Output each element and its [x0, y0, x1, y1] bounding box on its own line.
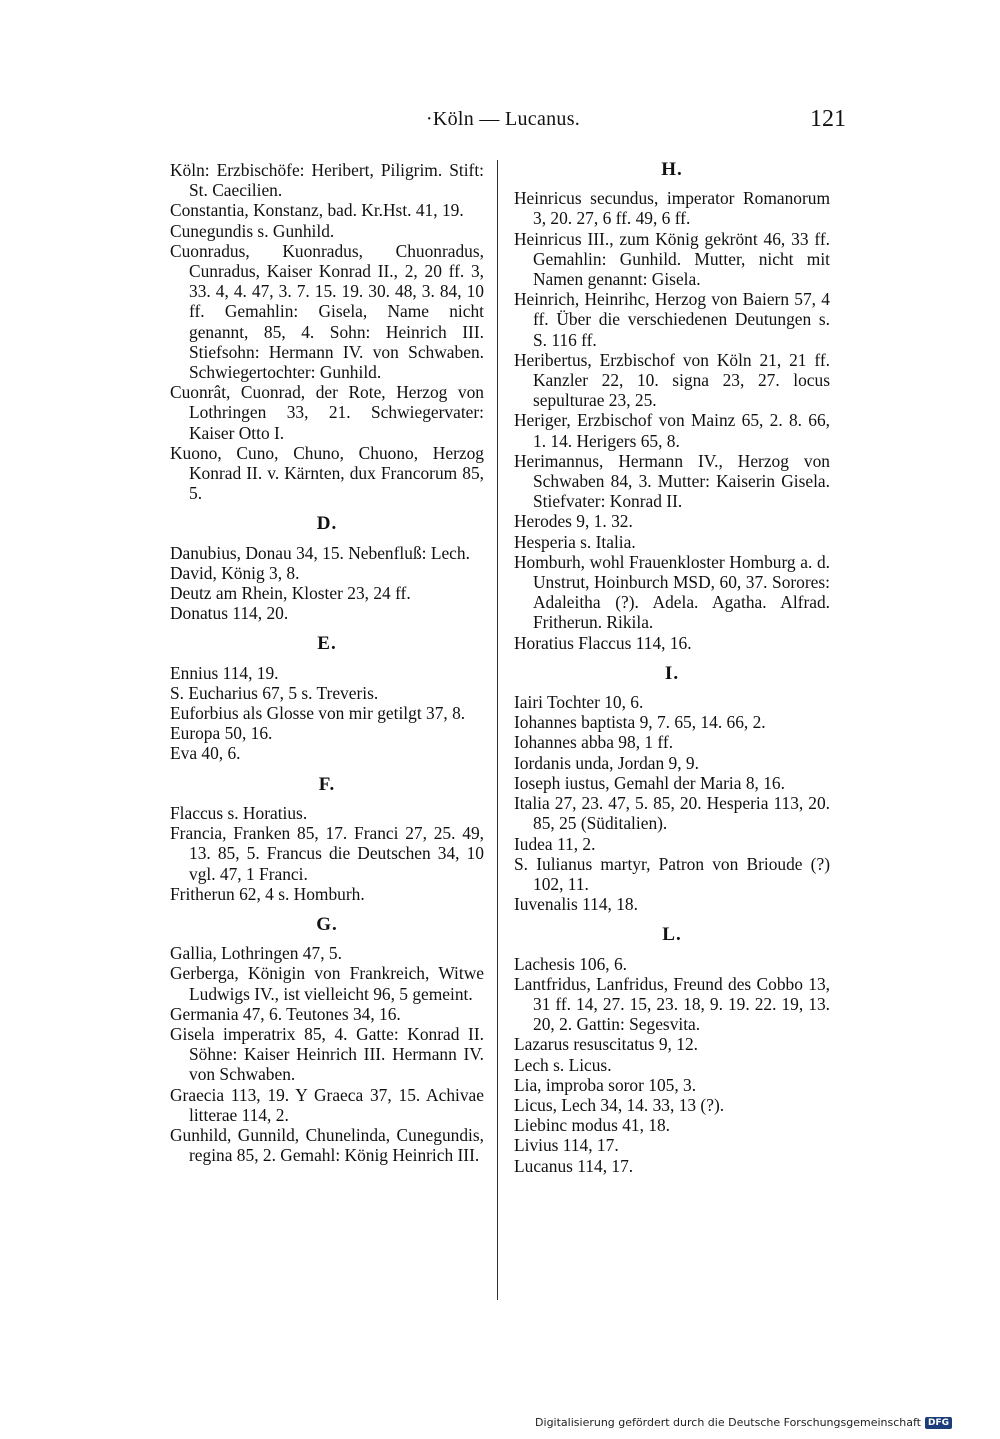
funding-note [535, 1416, 952, 1429]
index-entry: Homburh, wohl Frauenkloster Homburg a. d. Unstrut, Hoinburch MSD, 60, 37. Sorores: Adaleitha (?). Adela. Agatha. Alfrad. Fritherun. Rikila. [514, 551, 830, 633]
index-entry: Europa 50, 16. [170, 723, 273, 744]
section-letter: L. [662, 924, 682, 946]
index-column-right [514, 160, 830, 1176]
index-entry: Ioseph iustus, Gemahl der Maria 8, 16. [514, 772, 785, 793]
index-entry: Herodes 9, 1. 32. [514, 511, 633, 532]
dfg-logo: DFG [925, 1417, 952, 1429]
index-entry: Horatius Flaccus 114, 16. [514, 632, 692, 653]
index-entry: Ennius 114, 19. [170, 662, 279, 683]
index-entry: Licus, Lech 34, 14. 33, 13 (?). [514, 1094, 725, 1115]
column-divider [497, 160, 498, 1300]
index-entry: Iordanis unda, Jordan 9, 9. [514, 752, 699, 773]
index-entry: Heinrich, Heinrihc, Herzog von Baiern 57, 4 ff. Über die verschiedenen Deutungen s. S. 116 ff. [514, 289, 830, 350]
index-entry: Euforbius als Glosse von mir getilgt 37, 8. [170, 703, 466, 724]
section-letter: F. [318, 773, 336, 795]
index-entry: S. Eucharius 67, 5 s. Treveris. [170, 682, 379, 703]
section-letter: I. [664, 662, 680, 684]
index-entry: David, König 3, 8. [170, 562, 300, 583]
index-entry: Lech s. Licus. [514, 1054, 612, 1075]
section-letter: G. [316, 913, 338, 935]
index-entry: Germania 47, 6. Teutones 34, 16. [170, 1003, 401, 1024]
index-entry: Lucanus 114, 17. [514, 1155, 634, 1176]
section-letter: D. [316, 513, 338, 535]
index-entry: Lachesis 106, 6. [514, 953, 628, 974]
index-entry: Francia, Franken 85, 17. Franci 27, 25. 49, 13. 85, 5. Francus die Deutschen 34, 10 vgl. 47, 1 Franci. [170, 823, 484, 884]
index-entry: Deutz am Rhein, Kloster 23, 24 ff. [170, 583, 411, 604]
index-entry: Italia 27, 23. 47, 5. 85, 20. Hesperia 113, 20. 85, 25 (Süditalien). [514, 793, 830, 834]
index-entry: Donatus 114, 20. [170, 603, 289, 624]
index-entry: Iohannes abba 98, 1 ff. [514, 732, 674, 753]
page-number: 121 [810, 106, 846, 132]
index-entry: Heribertus, Erzbischof von Köln 21, 21 ff. Kanzler 22, 10. signa 23, 27. locus sepulturae 23, 25. [514, 349, 830, 411]
index-entry: Constantia, Konstanz, bad. Kr.Hst. 41, 19. [170, 200, 464, 221]
index-entry: Danubius, Donau 34, 15. Nebenfluß: Lech. [170, 542, 470, 563]
index-entry: Hesperia s. Italia. [514, 531, 636, 552]
index-entry: Lia, improba soror 105, 3. [514, 1074, 697, 1095]
index-entry: Iairi Tochter 10, 6. [514, 692, 644, 713]
index-entry: Graecia 113, 19. Y Graeca 37, 15. Achivae litterae 114, 2. [170, 1084, 484, 1125]
index-entry: Lantfridus, Lanfridus, Freund des Cobbo 13, 31 ff. 14, 27. 15, 23. 18, 9. 19. 22. 19, 13. 20, 2. Gattin: Segesvita. [514, 973, 830, 1035]
running-title: ·Köln — Lucanus. [425, 108, 581, 130]
funding-note-text: Digitalisierung gefördert durch die Deutsche Forschungsgemeinschaft [535, 1416, 921, 1429]
index-entry: Heinricus secundus, imperator Romanorum 3, 20. 27, 6 ff. 49, 6 ff. [514, 188, 830, 229]
index-entry: Iuvenalis 114, 18. [514, 894, 638, 915]
section-letter: H. [661, 159, 683, 180]
index-entry: Lazarus resuscitatus 9, 12. [514, 1034, 698, 1055]
page-header [160, 108, 846, 138]
index-entry: Heinricus III., zum König gekrönt 46, 33 ff. Gemahlin: Gunhild. Mutter, nicht mit Namen genannt: Gisela. [514, 228, 830, 290]
index-entry: Kuono, Cuno, Chuno, Chuono, Herzog Konrad II. v. Kärnten, dux Francorum 85, 5. [170, 442, 484, 504]
index-entry: Gunhild, Gunnild, Chunelinda, Cunegundis, regina 85, 2. Gemahl: König Heinrich III. [170, 1124, 484, 1166]
index-entry: Herimannus, Hermann IV., Herzog von Schwaben 84, 3. Mutter: Kaiserin Gisela. Stiefvater: Konrad II. [514, 450, 830, 512]
index-entry: Iudea 11, 2. [514, 833, 596, 854]
section-letter: E. [317, 633, 337, 655]
index-entry: S. Iulianus martyr, Patron von Brioude (?) 102, 11. [514, 853, 830, 894]
index-entry: Cuonrât, Cuonrad, der Rote, Herzog von Lothringen 33, 21. Schwiegervater: Kaiser Otto I. [170, 382, 484, 443]
index-entry: Flaccus s. Horatius. [170, 802, 308, 823]
index-entry: Fritherun 62, 4 s. Homburh. [170, 883, 365, 904]
index-column-left [170, 160, 484, 1165]
index-entry: Gisela imperatrix 85, 4. Gatte: Konrad II. Söhne: Kaiser Heinrich III. Hermann IV. von Schwaben. [170, 1023, 484, 1085]
index-entry: Iohannes baptista 9, 7. 65, 14. 66, 2. [514, 712, 766, 733]
index-entry: Livius 114, 17. [514, 1135, 619, 1156]
index-entry: Liebinc modus 41, 18. [514, 1115, 671, 1136]
index-entry: Eva 40, 6. [170, 743, 241, 764]
index-entry: Gerberga, Königin von Frankreich, Witwe Ludwigs IV., ist vielleicht 96, 5 gemeint. [170, 963, 484, 1004]
index-entry: Köln: Erzbischöfe: Heribert, Piligrim. Stift: St. Caecilien. [170, 160, 484, 201]
index-entry: Cunegundis s. Gunhild. [170, 220, 335, 241]
index-entry: Gallia, Lothringen 47, 5. [170, 943, 342, 964]
index-entry: Heriger, Erzbischof von Mainz 65, 2. 8. 66, 1. 14. Herigers 65, 8. [514, 410, 830, 451]
index-entry: Cuonradus, Kuonradus, Chuonradus, Cunradus, Kaiser Konrad II., 2, 20 ff. 3, 33. 4, 4. 47, 3. 7. 15. 19. 30. 48, 3. 84, 10 ff. Gemahlin: Gisela, Name nicht genannt, 85, 4. Sohn: Heinrich III. Stiefsohn: Hermann IV. von Schwaben. Schwiegertochter: Gunhild. [170, 240, 484, 383]
